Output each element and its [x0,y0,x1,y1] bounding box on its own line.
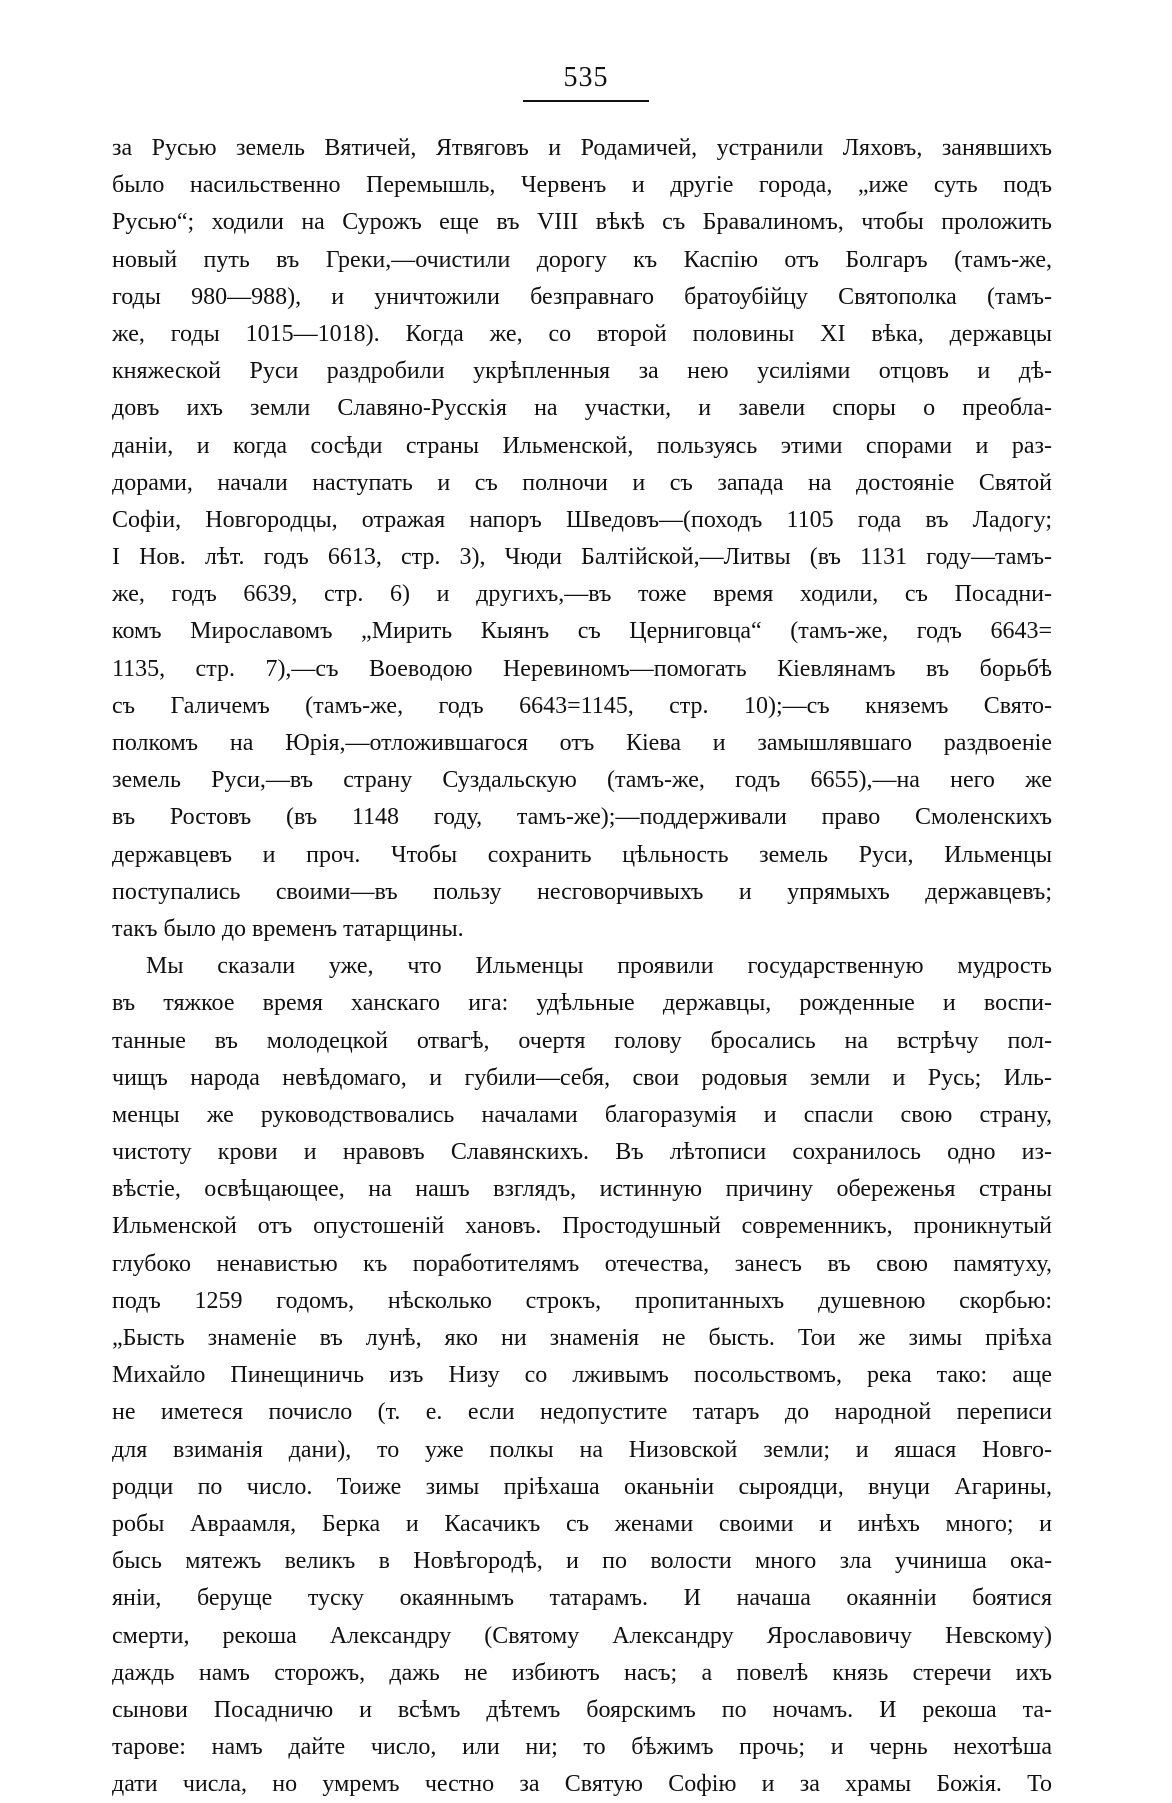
text-line: подъ 1259 годомъ, нѣсколько строкъ, пропитанныхъ душевною скорбью: [112,1287,1052,1314]
text-line: даніи, и когда сосѣди страны Ильменской, пользуясь этими спорами и раз- [112,432,1052,459]
text-line: поступались своими—въ пользу несговорчивыхъ и упрямыхъ державцевъ; [112,878,1052,905]
text-line: полкомъ на Юрія,—отложившагося отъ Кіева и замышлявшаго раздвоеніе [112,730,1052,756]
text-line: же, годъ 6639, стр. 6) и другихъ,—въ тоже время ходили, съ Посадни- [112,581,1052,608]
text-line: новый путь въ Греки,—очистили дорогу къ Каспію отъ Болгаръ (тамъ-же, [112,246,1052,273]
text-line: вѣстіе, освѣщающее, на нашъ взглядъ, истинную причину обереженья страны [112,1176,1052,1203]
text-line: довъ ихъ земли Славяно-Русскія на участки, и завели споры о преобла- [112,395,1052,422]
text-line: смерти, рекоша Александру (Святому Александру Ярославовичу Невскому) [112,1622,1052,1649]
page-number: 535 [563,62,609,93]
text-line: глубоко ненавистью къ поработителямъ отечества, занесъ въ свою памятуху, [112,1250,1052,1277]
paragraph-first-line: Мы сказали уже, что Ильменцы проявили государственную мудрость [146,953,1052,980]
text-line: менцы же руководствовались началами благоразумія и спасли свою страну, [112,1101,1052,1128]
text-line: комъ Мирославомъ „Мирить Кыянъ съ Церниговца“ (тамъ-же, годъ 6643= [112,618,1052,645]
text-line: даждь намъ сторожъ, дажь не избиютъ насъ; а повелѣ князь стеречи ихъ [112,1659,1052,1686]
text-line: земель Руси,—въ страну Суздальскую (тамъ-же, годъ 6655),—на него же [112,767,1052,794]
text-line: Софіи, Новгородцы, отражая напоръ Шведовъ—(походъ 1105 года въ Ладогу; [112,506,1052,533]
text-line: чищъ народа невѣдомаго, и губили—себя, свои родовыя земли и Русь; Иль- [112,1064,1052,1091]
text-line: съ Галичемъ (тамъ-же, годъ 6643=1145, стр. 10);—съ княземъ Свято- [112,692,1052,719]
page-number-rule [523,100,649,102]
text-line: годы 980—988), и уничтожили безправнаго братоубійцу Святополка (тамъ- [112,283,1052,310]
text-line: не иметеся почисло (т. е. если недопустите татаръ до народной переписи [112,1399,1052,1426]
text-line: бысь мятежъ великъ в Новѣгородѣ, и по волости много зла учиниша ока- [112,1548,1052,1575]
page-text [112,130,1052,1803]
text-line: было насильственно Перемышль, Червенъ и другіе города, „иже суть подъ [112,172,1052,199]
text-line: же, годы 1015—1018). Когда же, со второй половины XI вѣка, державцы [112,320,1052,347]
text-line: въ Ростовъ (въ 1148 году, тамъ-же);—поддерживали право Смоленскихъ [112,804,1052,831]
text-line: чистоту крови и нравовъ Славянскихъ. Въ лѣтописи сохранилось одно из- [112,1139,1052,1166]
text-line: сынови Посадничю и всѣмъ дѣтемъ боярскимъ по ночамъ. И рекоша та- [112,1696,1052,1723]
text-line: такъ было до временъ татарщины. [112,915,464,942]
text-line: въ тяжкое время ханскаго ига: удѣльные державцы, рожденные и воспи- [112,990,1052,1017]
text-line: дорами, начали наступать и съ полночи и съ запада на достояніе Святой [112,469,1052,496]
text-line: яніи, беруще туску окаяннымъ татарамъ. И начаша окаянніи боятися [112,1585,1052,1612]
text-line: Михайло Пинещиничь изъ Низу со лживымъ посольствомъ, река тако: аще [112,1362,1052,1389]
text-line: родци по число. Тоиже зимы пріѣхаша оканьніи сыроядци, внуци Агарины, [112,1473,1052,1500]
text-line: робы Авраамля, Берка и Касачикъ съ женами своими и инѣхъ много; и [112,1510,1052,1537]
text-line: княжеской Руси раздробили укрѣпленныя за нею усиліями отцовъ и дѣ- [112,358,1052,385]
text-line: I Нов. лѣт. годъ 6613, стр. 3), Чюди Балтійской,—Литвы (въ 1131 году—тамъ- [112,544,1052,571]
text-line: для взиманія дани), то уже полкы на Низовской земли; и яшася Новго- [112,1436,1052,1463]
text-line: Русью“; ходили на Сурожъ еще въ VIII вѣкѣ съ Бравалиномъ, чтобы проложить [112,209,1052,236]
text-line: Ильменской отъ опустошеній хановъ. Простодушный современникъ, проникнутый [112,1213,1052,1240]
text-line: 1135, стр. 7),—съ Воеводою Неревиномъ—помогать Кіевлянамъ въ борьбѣ [112,655,1052,682]
text-line: танные въ молодецкой отвагѣ, очертя голову бросались на встрѣчу пол- [112,1027,1052,1054]
text-line: тарове: намъ дайте число, или ни; то бѣжимъ прочь; и чернь нехотѣша [112,1734,1052,1761]
text-line: державцевъ и проч. Чтобы сохранить цѣльность земель Руси, Ильменцы [112,841,1052,868]
text-line: дати числа, но умремъ честно за Святую Софію и за храмы Божія. То [112,1771,1052,1798]
text-line: „Бысть знаменіе въ лунѣ, яко ни знаменія не бысть. Тои же зимы пріѣха [112,1325,1052,1351]
text-line: за Русью земель Вятичей, Ятвяговъ и Родамичей, устранили Ляховъ, занявшихъ [112,135,1052,161]
